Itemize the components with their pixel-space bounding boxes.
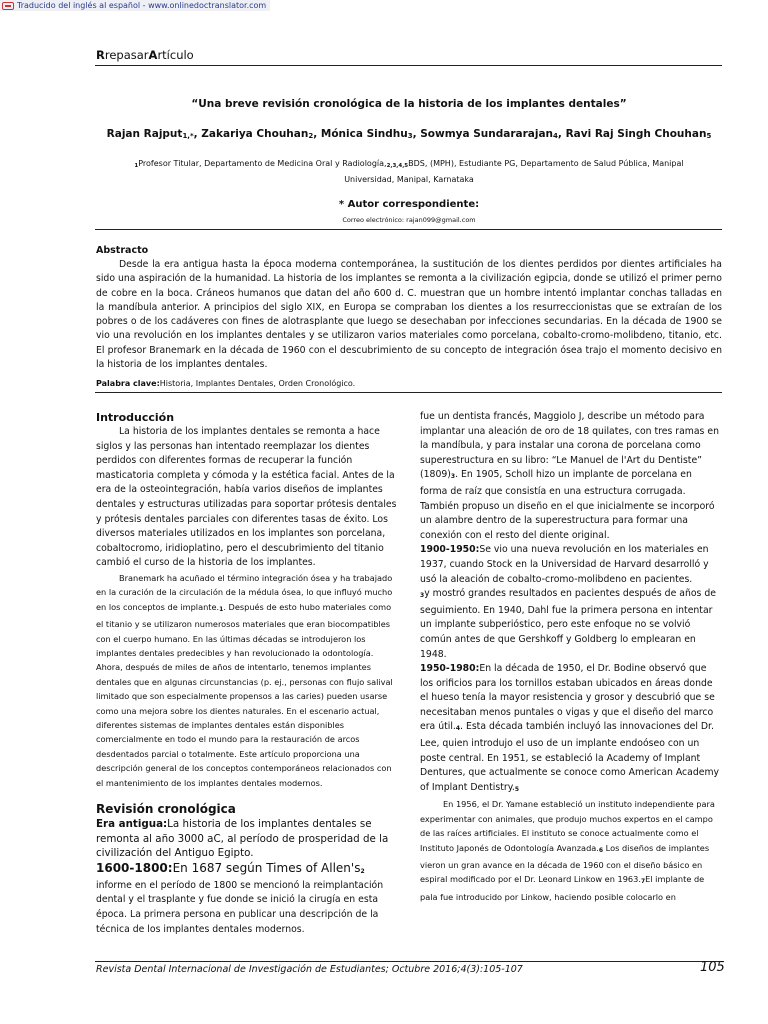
author-sep: , — [557, 128, 566, 140]
right-p1-text: fue un dentista francés, Maggiolo J, describe un método para implantar una aleación de oro de 18 quilates, con tres ramas en la mandíbula, y para instalar una corona de porcelana como superestructura en su libro: “Le Manuel de l'Art du Dentiste” (1809) — [420, 411, 719, 481]
intro-paragraph-1: La historia de los implantes dentales se remonta a hace siglos y las personas han intentado reemplazar los dientes perdidos con diferentes formas de recuperar la función masticatoria completa y cómoda y la estética facial. Antes de la era de la osteointegración, había varios diseños de implantes dentales y estructuras utilizadas para soportar prótesis dentales y prótesis dentales parciales con diferentes tasas de éxito. Los diversos materiales utilizados en los implantes son porcelana, cobaltocromo, iridioplatino, pero el descubrimiento del titanio cambió el curso de la historia de los implantes. — [96, 426, 397, 569]
author-sep: , — [313, 128, 321, 140]
period-text: En 1687 según Times of Allen's — [172, 860, 361, 875]
era-label: Era antigua: — [96, 818, 168, 831]
section-1900-1950 — [420, 543, 722, 662]
abstract-top-rule — [95, 229, 722, 230]
right-p4-text: El implante de pala fue introducido por Linkow, haciendo posible colocarlo en — [420, 874, 705, 902]
article-type-label — [96, 48, 194, 62]
citation-ref: 4 — [455, 725, 461, 733]
author-mark: 4 — [553, 132, 558, 140]
left-column — [96, 410, 399, 937]
intro-heading: Introducción — [96, 411, 175, 424]
author-mark: 5 — [706, 132, 712, 140]
author-mark: 1,* — [182, 132, 194, 140]
intro-p2-text: Branemark ha acuñado el término integración ósea y ha trabajado en la curación de la circulación de la médula ósea, lo que influyó mucho en los conceptos de implante. — [96, 572, 393, 612]
intro-p2-text: . Después de esto hubo materiales como el titanio y se utilizaron numerosos materiales que eran biocompatibles con el cuerpo humano. En las últimas décadas se introdujeron los implantes dentales predecibles y han revolucionado la odontología. Ahora, después de miles de años de intentarlo, tenemos implantes dentales que en algunas circunstancias (p. ej., personas con flujo salival limitado que son especialmente propensos a las caries) pueden usarse como una mejora sobre los dientes naturales. En el escenario actual, diferentes sistemas de implantes dentales están disponibles comercialmente en todo el mundo para la restauración de arcos desdentados parcial o totalmente. Este artículo proporciona una descripción general de los conceptos contemporáneos relacionados con el mantenimiento de los implantes dentales modernos. — [96, 601, 393, 788]
citation-ref: 5 — [514, 785, 520, 793]
right-column — [420, 410, 722, 904]
citation-ref: 1 — [219, 605, 224, 613]
header-part1: repasar — [104, 48, 149, 62]
footer-rule — [95, 961, 722, 962]
section-text: Se vio una nueva revolución en los materiales en 1937, cuando Stock en la Universidad de Harvard desarrolló y usó la aleación de cobalto-cromo-molibdeno en pacientes. — [420, 544, 709, 585]
translator-banner[interactable] — [0, 0, 270, 11]
intro-paragraph-2 — [96, 571, 399, 790]
keywords-label: Palabra clave: — [96, 379, 160, 388]
page-number: 105 — [700, 960, 725, 975]
section-text: En la década de 1950, el Dr. Bodine observó que los orificios para los tornillos estaban ubicados en áreas donde el hueso tenía la mayor resistencia y grosor y descubrió que se necesitaban menos puntales o vigas y que el diseño del marco era útil. — [420, 663, 715, 733]
author-name: Mónica Sindhu — [320, 128, 408, 140]
author-sep: , — [193, 128, 202, 140]
author-email[interactable]: Correo electrónico: rajan099@gmail.com — [342, 216, 476, 224]
author-name: Sowmya Sundararajan — [420, 128, 554, 140]
period-line — [96, 861, 399, 879]
header-rule — [95, 65, 722, 66]
abstract-body: Desde la era antigua hasta la época moderna contemporánea, la sustitución de los dientes perdidos por dientes artificiales ha sido una aspiración de la humanidad. La historia de los implantes se remonta a la civilización egipcia, donde se utilizó el primer perno de cobre en la boca. Cráneos humanos que datan del año 600 d. C. muestran que un hombre intentó implantar conchas talladas en la mandíbula anterior. A principios del siglo XIX, en Europa se compraban los dientes a los resurreccionistas que se extraían de los pobres o de los cadáveres con fines de alotrasplante que luego se desechaban por infecciones secundarias. En la década de 1900 se vio una revolución en los implantes dentales y se utilizaron varios materiales como porcelana, cobalto-cromo-molibdeno, titanio, etc. El profesor Branemark en la década de 1960 con el descubrimiento de su concepto de integración ósea trajo el momento decisivo en la historia de los implantes dentales. — [96, 259, 722, 371]
section-text: y mostró grandes resultados en pacientes después de años de seguimiento. En 1940, Dahl fue la primera persona en intentar un implante subperióstico, pero este enfoque no se volvió común antes de que Gershkoff y Goldberg lo emplearan en 1948. — [420, 588, 716, 660]
author-mark: 3 — [407, 132, 413, 140]
right-p1-text: . En 1905, Scholl hizo un implante de porcelana en forma de raíz que consistía en una estructura corrugada. También propuso un diseño en el que inicialmente se incorporó un alambre dentro de la superestructura para formar una conexión con el resto del diente original. — [420, 469, 715, 541]
author-mark: 2 — [308, 132, 314, 140]
keywords-text: Historia, Implantes Dentales, Orden Cronológico. — [159, 379, 356, 388]
period-paragraph: informe en el período de 1800 se mencionó la reimplantación dental y el trasplante y fue donde se inició la cirugía en esta época. La primera persona en publicar una descripción de la técnica de los implantes dentales modernos. — [96, 879, 384, 935]
keywords-rule — [95, 392, 722, 393]
affil-line2: Universidad, Manipal, Karnataka — [344, 175, 474, 184]
right-p4-text: Los diseños de implantes vieron un gran avance en la década de 1960 con el diseño básico en espiral modificado por el Dr. Leonard Linkow en 1963. — [420, 842, 710, 885]
citation-ref: 2 — [360, 867, 365, 875]
keywords — [96, 379, 355, 388]
author-name: Zakariya Chouhan — [201, 128, 309, 140]
affil-mark: 2,3,4,5 — [386, 163, 409, 169]
journal-citation: Revista Dental Internacional de Investigación de Estudiantes; Octubre 2016;4(3):105-107 — [96, 964, 523, 975]
translate-icon — [2, 2, 14, 10]
author-name: Ravi Raj Singh Chouhan — [565, 128, 707, 140]
affiliation — [96, 157, 722, 186]
corresponding-author-label: * Autor correspondiente: — [338, 199, 480, 210]
section-1950-1980 — [420, 662, 722, 797]
header-r: R — [96, 48, 105, 62]
citation-ref: 7 — [640, 878, 646, 886]
translator-banner-text: Traducido del inglés al español - www.onlinedoctranslator.com — [17, 1, 267, 10]
review-heading: Revisión cronológica — [96, 802, 236, 817]
right-paragraph-4 — [420, 797, 722, 904]
affil-text: Profesor Titular, Departamento de Medicina Oral y Radiología, — [138, 159, 387, 168]
right-p4-text: En 1956, el Dr. Yamane estableció un instituto independiente para experimentar con animales, que produjo muchos expertos en el campo de las raíces artificiales. El instituto se conoce actualmente como el Instituto Japonés de Odontología Avanzada. — [420, 799, 715, 853]
right-paragraph-1 — [420, 410, 722, 543]
era-text: La historia de los implantes dentales se remonta al año 3000 aC, al período de prosperidad de la civilización del Antiguo Egipto. — [96, 818, 389, 860]
section-text: . Esta década también incluyó las innovaciones del Dr. Lee, quien introdujo el uso de un implante endoóseo con un poste central. En 1951, se estableció la Academy of Implant Dentures, que actualmente se conoce como American Academy of Implant Dentistry. — [420, 721, 720, 793]
section-label: 1900-1950: — [420, 544, 480, 556]
abstract-heading: Abstracto — [96, 245, 149, 256]
era-paragraph — [96, 817, 399, 861]
header-a: A — [148, 48, 158, 62]
citation-ref: 3 — [420, 592, 425, 600]
article-title: “Una breve revisión cronológica de la historia de los implantes dentales” — [191, 98, 627, 110]
affil-mark: 1 — [134, 163, 139, 169]
citation-ref: 3 — [450, 473, 456, 481]
author-sep: , — [412, 128, 421, 140]
citation-ref: 6 — [598, 846, 604, 854]
header-part2: rtículo — [157, 48, 194, 62]
author-name: Rajan Rajput — [106, 128, 183, 140]
author-list — [96, 128, 722, 140]
period-label: 1600-1800: — [96, 860, 173, 875]
affil-text: BDS, (MPH), Estudiante PG, Departamento de Salud Pública, Manipal — [408, 159, 684, 168]
section-label: 1950-1980: — [420, 663, 480, 675]
